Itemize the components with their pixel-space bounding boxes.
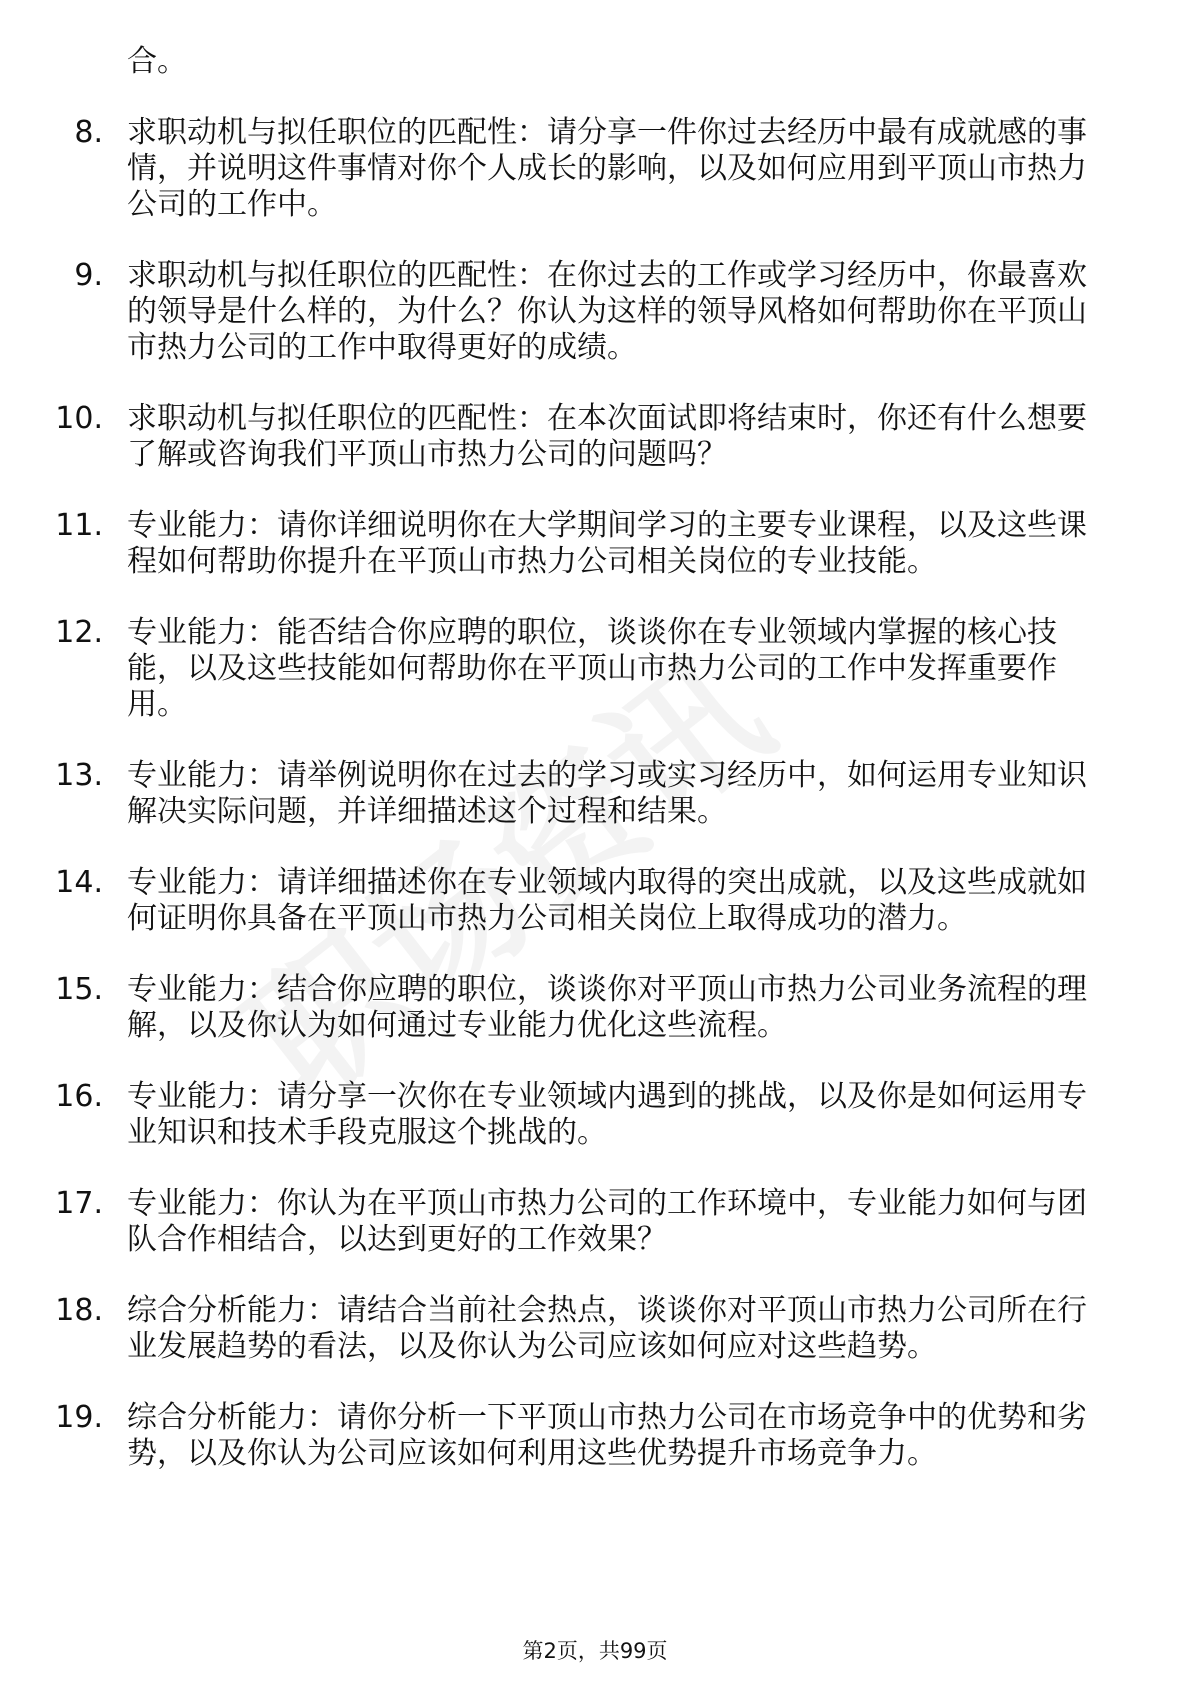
question-text: 专业能力：请举例说明你在过去的学习或实习经历中，如何运用专业知识解决实际问题，并详细描述这个过程和结果。 [127,758,1087,829]
question-number: 14. [55,865,103,900]
question-item-8 [0,115,1190,223]
question-number: 13. [55,758,103,793]
question-text: 专业能力：请分享一次你在专业领域内遇到的挑战，以及你是如何运用专业知识和技术手段克服这个挑战的。 [127,1079,1087,1150]
question-number: 10. [55,401,103,436]
question-item-9 [0,258,1190,366]
question-number: 18. [55,1293,103,1328]
question-number: 16. [55,1079,103,1114]
question-number: 12. [55,615,103,650]
question-item-19 [0,1400,1190,1472]
question-number: 17. [55,1186,103,1221]
question-text: 综合分析能力：请你分析一下平顶山市热力公司在市场竞争中的优势和劣势，以及你认为公司应该如何利用这些优势提升市场竞争力。 [127,1400,1087,1471]
question-item-15 [0,972,1190,1044]
question-text: 专业能力：请详细描述你在专业领域内取得的突出成就，以及这些成就如何证明你具备在平顶山市热力公司相关岗位上取得成功的潜力。 [127,865,1087,936]
question-number: 11. [55,508,103,543]
question-list [0,115,1190,1472]
question-item-17 [0,1186,1190,1258]
question-item-10 [0,401,1190,473]
question-text: 专业能力：结合你应聘的职位，谈谈你对平顶山市热力公司业务流程的理解，以及你认为如何通过专业能力优化这些流程。 [127,972,1087,1043]
page-footer: 第2页，共99页 [522,1639,668,1663]
question-text: 专业能力：请你详细说明你在大学期间学习的主要专业课程，以及这些课程如何帮助你提升在平顶山市热力公司相关岗位的专业技能。 [127,508,1087,579]
question-item-11 [0,508,1190,580]
carry-over-text: 合。 [127,44,187,79]
question-text: 专业能力：你认为在平顶山市热力公司的工作环境中，专业能力如何与团队合作相结合，以达到更好的工作效果？ [127,1186,1087,1257]
question-item-14 [0,865,1190,937]
question-text: 求职动机与拟任职位的匹配性：请分享一件你过去经历中最有成就感的事情，并说明这件事情对你个人成长的影响，以及如何应用到平顶山市热力公司的工作中。 [127,115,1087,222]
question-number: 19. [55,1400,103,1435]
question-text: 综合分析能力：请结合当前社会热点，谈谈你对平顶山市热力公司所在行业发展趋势的看法，以及你认为公司应该如何应对这些趋势。 [127,1293,1087,1364]
question-item-18 [0,1293,1190,1365]
question-number: 15. [55,972,103,1007]
question-number: 9. [74,258,103,293]
page-content [0,44,1190,1472]
question-item-12 [0,615,1190,723]
question-text: 求职动机与拟任职位的匹配性：在你过去的工作或学习经历中，你最喜欢的领导是什么样的，为什么？你认为这样的领导风格如何帮助你在平顶山市热力公司的工作中取得更好的成绩。 [127,258,1087,365]
question-text: 求职动机与拟任职位的匹配性：在本次面试即将结束时，你还有什么想要了解或咨询我们平顶山市热力公司的问题吗？ [127,401,1087,472]
question-text: 专业能力：能否结合你应聘的职位，谈谈你在专业领域内掌握的核心技能，以及这些技能如何帮助你在平顶山市热力公司的工作中发挥重要作用。 [127,615,1057,722]
question-item-13 [0,758,1190,830]
question-number: 8. [74,115,103,150]
question-item-16 [0,1079,1190,1151]
